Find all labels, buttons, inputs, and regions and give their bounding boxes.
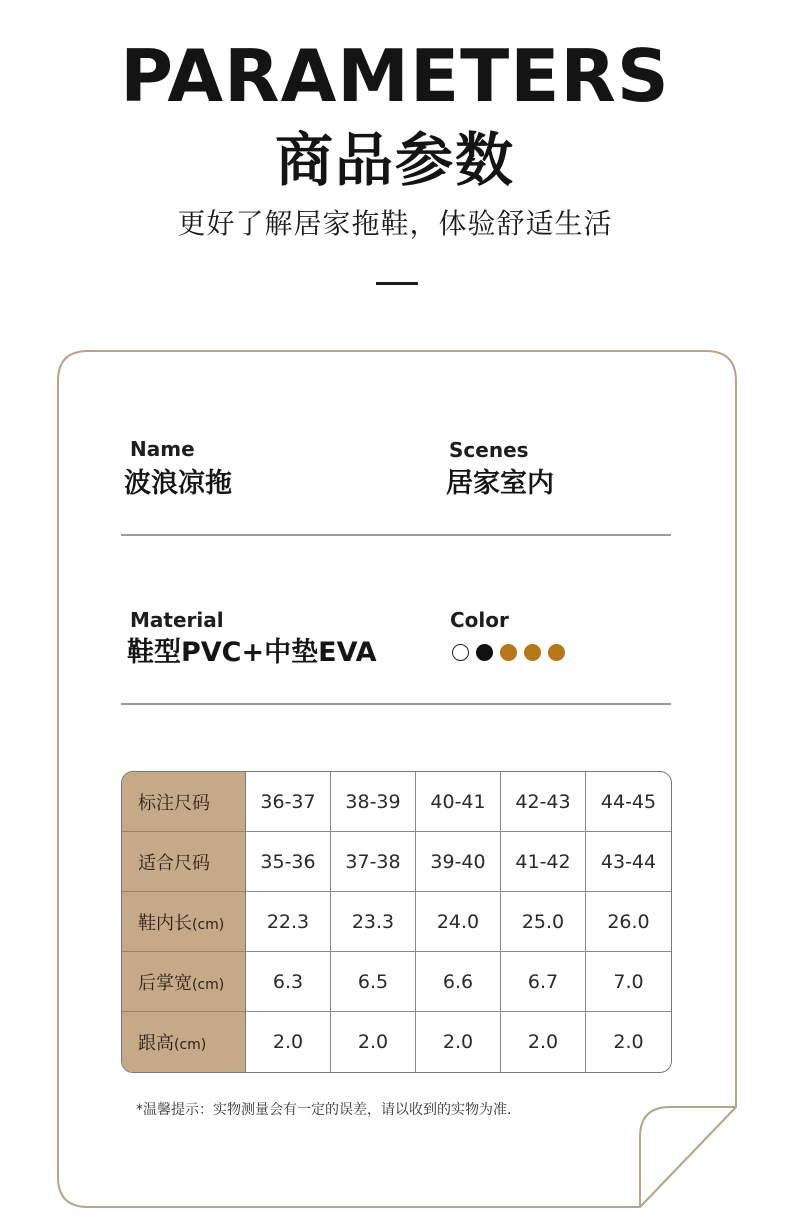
folded-corner <box>640 1107 736 1207</box>
row-header <box>122 892 246 952</box>
table-cell: 37-38 <box>331 832 416 892</box>
scenes-value: 居家室内 <box>446 468 554 499</box>
table-cell: 44-45 <box>586 772 671 832</box>
scenes-label: Scenes <box>449 438 529 462</box>
row-header-label: 适合尺码 <box>138 852 210 874</box>
table-cell: 6.3 <box>246 952 331 1012</box>
color-swatch-brown-3 <box>548 644 565 661</box>
name-label: Name <box>130 437 195 461</box>
table-cell: 43-44 <box>586 832 671 892</box>
row-header-label: 跟高 <box>138 1033 174 1054</box>
table-cell: 2.0 <box>246 1012 331 1072</box>
table-cell: 2.0 <box>501 1012 586 1072</box>
row-header-label: 鞋内长 <box>138 912 192 934</box>
table-cell: 35-36 <box>246 832 331 892</box>
table-cell: 26.0 <box>586 892 671 952</box>
name-value: 波浪凉拖 <box>124 468 232 499</box>
table-cell: 38-39 <box>331 772 416 832</box>
color-label: Color <box>450 608 509 632</box>
table-row <box>122 832 671 892</box>
page-subtitle: 更好了解居家拖鞋，体验舒适生活 <box>177 207 613 240</box>
table-cell: 40-41 <box>416 772 501 832</box>
table-cell: 41-42 <box>501 832 586 892</box>
row-header-unit: (cm) <box>192 916 225 933</box>
table-cell: 2.0 <box>613 1031 644 1053</box>
color-swatch-brown-2 <box>524 644 541 661</box>
table-row <box>122 1012 671 1072</box>
row-divider-1 <box>121 534 671 536</box>
row-header-label: 后掌宽 <box>138 972 192 994</box>
table-cell: 22.3 <box>246 892 331 952</box>
row-header <box>122 1012 246 1072</box>
material-value: 鞋型PVC+中垫EVA <box>127 637 377 668</box>
table-row <box>122 892 671 952</box>
page-title-en: PARAMETERS <box>120 34 670 118</box>
table-cell: 42-43 <box>501 772 586 832</box>
table-cell: 6.5 <box>331 952 416 1012</box>
table-cell: 7.0 <box>586 952 671 1012</box>
row-header-unit: (cm) <box>174 1037 207 1053</box>
table-cell: 23.3 <box>331 892 416 952</box>
table-row <box>122 772 671 832</box>
row-header <box>122 772 246 832</box>
table-cell: 6.6 <box>416 952 501 1012</box>
row-header <box>122 952 246 1012</box>
material-label: Material <box>130 608 224 632</box>
table-cell: 36-37 <box>246 772 331 832</box>
table-cell: 39-40 <box>416 832 501 892</box>
row-header <box>122 832 246 892</box>
size-table <box>121 771 672 1073</box>
color-swatch-brown-1 <box>500 644 517 661</box>
table-cell: 2.0 <box>331 1012 416 1072</box>
row-header-unit: (cm) <box>192 976 225 993</box>
page-title-cn: 商品参数 <box>274 126 515 194</box>
measurement-note: *温馨提示：实物测量会有一定的误差，请以收到的实物为准. <box>136 1102 512 1118</box>
row-divider-2 <box>121 703 671 705</box>
row-header-label: 标注尺码 <box>138 792 210 814</box>
color-swatch-white <box>452 644 469 661</box>
table-cell: 2.0 <box>416 1012 501 1072</box>
color-swatch-black <box>476 644 493 661</box>
table-cell: 25.0 <box>501 892 586 952</box>
table-cell: 24.0 <box>416 892 501 952</box>
table-row <box>122 952 671 1012</box>
table-cell: 6.7 <box>501 952 586 1012</box>
